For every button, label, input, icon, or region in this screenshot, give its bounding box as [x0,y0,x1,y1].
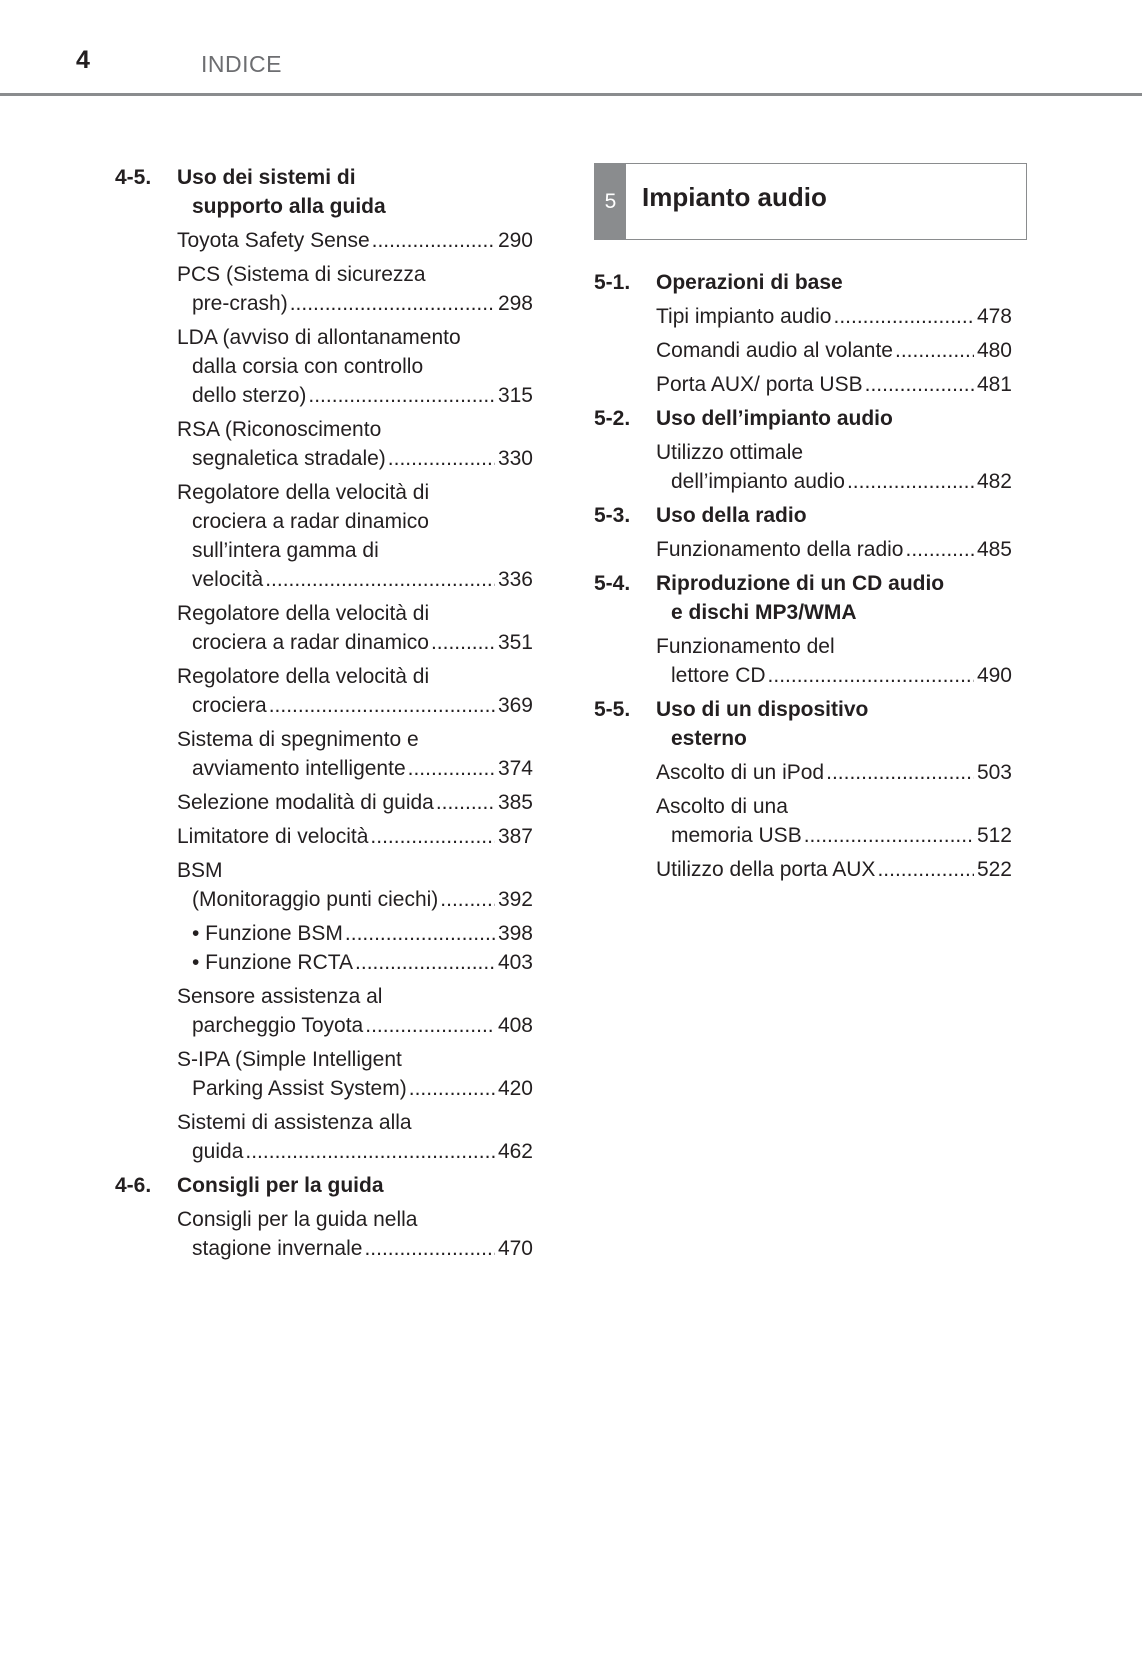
entry-page-number: 387 [497,825,533,848]
toc-entry[interactable] [177,948,533,977]
entry-text-line: LDA (avviso di allontanamento [177,326,461,349]
entry-label: • Funzione BSM [192,922,343,945]
leader-dots [308,381,495,410]
section-title-line: Uso dei sistemi di [177,166,356,189]
toc-section-heading[interactable] [115,163,533,221]
entry-page-number: 408 [497,1014,533,1037]
leader-dots [895,336,974,365]
leader-dots [834,302,974,331]
toc-entry[interactable] [177,1108,533,1166]
leader-dots [436,788,495,817]
toc-entry[interactable] [177,226,533,255]
entry-last-line [177,289,533,318]
entry-label: Ascolto di un iPod [656,761,825,784]
entry-page-number: 470 [497,1237,533,1260]
entry-last-line [656,370,1012,399]
section-title-line: supporto alla guida [192,195,386,218]
leader-dots [440,885,495,914]
entry-page-number: 503 [976,761,1012,784]
leader-dots [245,1137,495,1166]
entry-last-line [656,758,1012,787]
entry-text-line: Sistema di spegnimento e [177,728,419,751]
entry-last-line [656,821,1012,850]
toc-section-heading[interactable] [594,695,1012,753]
toc-left-column [115,163,533,1268]
section-number: 5-1. [594,271,631,294]
entry-label: stagione invernale [192,1237,363,1260]
entry-last-line [656,855,1012,884]
leader-dots [409,1074,495,1103]
leader-dots [388,444,495,473]
toc-entry[interactable] [177,323,533,410]
toc-entry[interactable] [177,788,533,817]
entry-text-line: Consigli per la guida nella [177,1208,418,1231]
leader-dots [370,822,495,851]
entry-page-number: 385 [497,791,533,814]
toc-entry[interactable] [177,856,533,914]
leader-dots [355,948,495,977]
entry-text-line: Funzionamento del [656,635,835,658]
leader-dots [431,628,495,657]
entry-last-line [177,691,533,720]
toc-entry[interactable] [656,336,1012,365]
entry-page-number: 369 [497,694,533,717]
entry-label: dell’impianto audio [671,470,845,493]
entry-page-number: 420 [497,1077,533,1100]
toc-section-heading[interactable] [115,1171,533,1200]
toc-entry[interactable] [656,535,1012,564]
entry-text-line: Regolatore della velocità di [177,481,430,504]
entry-page-number: 485 [976,538,1012,561]
entry-text-line: crociera a radar dinamico [192,510,429,533]
toc-section-heading[interactable] [594,569,1012,627]
entry-page-number: 298 [497,292,533,315]
entry-label: segnaletica stradale) [192,447,386,470]
entry-last-line [177,822,533,851]
entry-page-number: 478 [976,305,1012,328]
leader-dots [865,370,974,399]
section-title [177,1171,533,1200]
toc-entry[interactable] [177,662,533,720]
entry-text-line: Sistemi di assistenza alla [177,1111,412,1134]
entry-page-number: 522 [976,858,1012,881]
entry-last-line [656,535,1012,564]
leader-dots [804,821,974,850]
leader-dots [826,758,974,787]
section-title [656,404,1012,433]
entry-label: lettore CD [671,664,766,687]
entry-label: avviamento intelligente [192,757,406,780]
entry-label: parcheggio Toyota [192,1014,364,1037]
leader-dots [847,467,974,496]
entry-last-line [656,467,1012,496]
leader-dots [877,855,974,884]
entry-label: Utilizzo della porta AUX [656,858,876,881]
entry-last-line [656,336,1012,365]
entry-label: dello sterzo) [192,384,307,407]
entry-label: crociera [192,694,267,717]
entry-last-line [177,1137,533,1166]
toc-right-column [594,163,1012,889]
entry-label: Selezione modalità di guida [177,791,434,814]
entry-page-number: 392 [497,888,533,911]
leader-dots [269,691,495,720]
section-title [656,569,1012,627]
entry-label: Porta AUX/ porta USB [656,373,863,396]
entry-text-line: BSM [177,859,223,882]
entry-label: Tipi impianto audio [656,305,832,328]
section-number: 5-5. [594,698,631,721]
entry-text-line: Utilizzo ottimale [656,441,804,464]
entry-label: (Monitoraggio punti ciechi) [192,888,439,911]
section-number: 5-4. [594,572,631,595]
entry-label: Funzionamento della radio [656,538,904,561]
toc-section-heading[interactable] [594,268,1012,297]
toc-entry[interactable] [177,599,533,657]
entry-last-line [177,1234,533,1263]
entry-text-line: Regolatore della velocità di [177,665,430,688]
toc-entry[interactable] [177,415,533,473]
entry-page-number: 398 [497,922,533,945]
section-title [656,268,1012,297]
entry-last-line [177,444,533,473]
entry-label: velocità [192,568,264,591]
entry-label: Comandi audio al volante [656,339,893,362]
entry-page-number: 351 [497,631,533,654]
entry-last-line [177,919,533,948]
toc-section-heading[interactable] [594,501,1012,530]
toc-entry[interactable] [656,758,1012,787]
header-title: INDICE [201,51,282,77]
entry-page-number: 330 [497,447,533,470]
entry-last-line [177,948,533,977]
leader-dots [365,1011,495,1040]
entry-text-line: Sensore assistenza al [177,985,383,1008]
page-header [0,0,1142,98]
section-title-line: Operazioni di base [656,271,843,294]
entry-page-number: 512 [976,824,1012,847]
toc-entry[interactable] [656,632,1012,690]
entry-text-line: Ascolto di una [656,795,788,818]
chapter-title: Impianto audio [642,182,827,212]
toc-entry[interactable] [177,478,533,594]
toc-entry[interactable] [177,982,533,1040]
section-title-line: e dischi MP3/WMA [671,601,857,624]
toc-entry[interactable] [177,919,533,948]
leader-dots [345,919,495,948]
section-title-line: Uso dell’impianto audio [656,407,893,430]
header-divider [0,93,1142,96]
entry-last-line [656,302,1012,331]
toc-entry[interactable] [177,260,533,318]
entry-label: memoria USB [671,824,802,847]
entry-label: Parking Assist System) [192,1077,407,1100]
entry-label: crociera a radar dinamico [192,631,429,654]
entry-page-number: 315 [497,384,533,407]
page-number: 4 [76,46,90,74]
entry-text-line: dalla corsia con controllo [192,355,424,378]
section-number: 4-6. [115,1174,152,1197]
toc-entry[interactable] [656,792,1012,850]
section-title [656,501,1012,530]
section-number: 4-5. [115,166,152,189]
entry-text-line: Regolatore della velocità di [177,602,430,625]
toc-entry[interactable] [656,855,1012,884]
entry-text-line: PCS (Sistema di sicurezza [177,263,426,286]
entry-page-number: 490 [976,664,1012,687]
entry-label: Limitatore di velocità [177,825,369,848]
leader-dots [768,661,974,690]
toc-entry[interactable] [177,822,533,851]
entry-label: guida [192,1140,244,1163]
entry-last-line [177,885,533,914]
entry-last-line [177,565,533,594]
entry-last-line [177,1074,533,1103]
entry-last-line [177,788,533,817]
leader-dots [408,754,495,783]
entry-label: pre-crash) [192,292,288,315]
leader-dots [265,565,495,594]
entry-page-number: 290 [497,229,533,252]
entry-page-number: 462 [497,1140,533,1163]
toc-entry[interactable] [177,1045,533,1103]
section-title-line: Consigli per la guida [177,1174,384,1197]
entry-text-line: sull’intera gamma di [192,539,379,562]
entry-text-line: RSA (Riconoscimento [177,418,382,441]
entry-last-line [177,754,533,783]
entry-label: • Funzione RCTA [192,951,354,974]
entry-page-number: 481 [976,373,1012,396]
section-title [177,163,533,221]
entry-page-number: 374 [497,757,533,780]
toc-entry[interactable] [656,438,1012,496]
chapter-heading-box[interactable] [594,163,1027,240]
leader-dots [372,226,495,255]
section-title-line: Uso di un dispositivo [656,698,869,721]
toc-entry[interactable] [177,1205,533,1263]
chapter-number-tab: 5 [595,164,626,239]
entry-page-number: 482 [976,470,1012,493]
entry-page-number: 480 [976,339,1012,362]
entry-last-line [177,381,533,410]
leader-dots [906,535,974,564]
toc-entry[interactable] [656,370,1012,399]
section-title-line: Uso della radio [656,504,807,527]
entry-page-number: 403 [497,951,533,974]
entry-last-line [177,226,533,255]
entry-last-line [177,1011,533,1040]
leader-dots [290,289,495,318]
entry-text-line: S-IPA (Simple Intelligent [177,1048,402,1071]
section-title-line: esterno [671,727,747,750]
section-number: 5-2. [594,407,631,430]
entry-page-number: 336 [497,568,533,591]
section-title-line: Riproduzione di un CD audio [656,572,945,595]
toc-section-heading[interactable] [594,404,1012,433]
toc-entry[interactable] [177,725,533,783]
entry-last-line [177,628,533,657]
toc-entry[interactable] [656,302,1012,331]
entry-label: Toyota Safety Sense [177,229,370,252]
leader-dots [364,1234,495,1263]
section-title [656,695,1012,753]
section-number: 5-3. [594,504,631,527]
entry-last-line [656,661,1012,690]
